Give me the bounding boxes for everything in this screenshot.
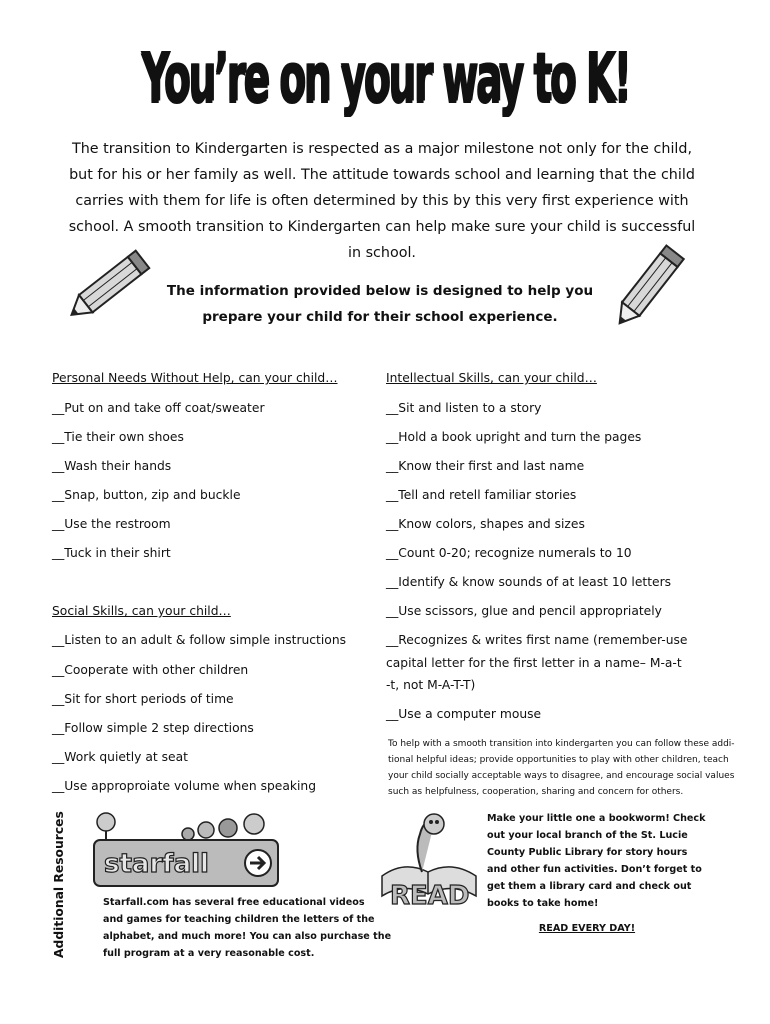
library-line: out your local branch of the St. Lucie xyxy=(487,830,688,841)
starfall-line: alphabet, and much more! You can also purchase the xyxy=(103,931,392,942)
starfall-line: full program at a very reasonable cost. xyxy=(103,948,315,959)
read-every-day-link: READ EVERY DAY! xyxy=(538,923,636,934)
starfall-logo[interactable] xyxy=(88,808,288,898)
read-bookworm-logo xyxy=(376,810,482,914)
checklist-item: __Use the restroom xyxy=(52,517,171,531)
starfall-wordmark: starfall xyxy=(104,849,209,879)
checklist-item: __Know their first and last name xyxy=(386,459,585,473)
checklist-item: __Snap, button, zip and buckle xyxy=(52,488,241,502)
library-line: County Public Library for story hours xyxy=(487,847,688,858)
checklist-item: __Tell and retell familiar stories xyxy=(386,488,577,502)
checklist-item-recognize-line1: __Recognizes & writes first name (remember-use xyxy=(386,633,688,647)
checklist-item: __Count 0-20; recognize numerals to 10 xyxy=(386,546,632,560)
pencil-icon-left xyxy=(60,236,160,336)
library-line: Make your little one a bookworm! Check xyxy=(487,813,706,824)
library-description xyxy=(487,810,737,912)
social-skills-heading: Social Skills, can your child… xyxy=(52,604,231,618)
checklist-item: __Know colors, shapes and sizes xyxy=(386,517,585,531)
checklist-item: __Work quietly at seat xyxy=(52,750,188,764)
checklist-item: __Listen to an adult & follow simple instructions xyxy=(52,633,347,647)
checklist-item: __Use a computer mouse xyxy=(386,707,542,721)
transition-line: tional helpful ideas; provide opportunities to play with other children, teach xyxy=(388,755,729,765)
transition-line: such as helpfulness, cooperation, sharing and concern for others. xyxy=(388,787,684,797)
library-line: books to take home! xyxy=(487,898,599,909)
read-wordmark: READ xyxy=(390,881,470,911)
pencil-icon-right xyxy=(600,236,700,336)
checklist-item: __Use approproiate volume when speaking xyxy=(52,779,317,793)
checklist-item: __Hold a book upright and turn the pages xyxy=(386,430,642,444)
checklist-item-recognize-line3: -t, not M-A-T-T) xyxy=(386,678,476,692)
additional-resources-label: Additional Resources xyxy=(52,811,66,958)
transition-line: To help with a smooth transition into kindergarten you can follow these addi- xyxy=(388,739,735,749)
starfall-line: Starfall.com has several free educational videos xyxy=(103,897,365,908)
transition-tips xyxy=(388,736,735,800)
intellectual-skills-heading: Intellectual Skills, can your child… xyxy=(386,371,597,385)
checklist-item: __Sit for short periods of time xyxy=(52,692,234,706)
checklist-item-recognize-line2: capital letter for the first letter in a name– M-a-t xyxy=(386,656,682,670)
personal-needs-heading: Personal Needs Without Help, can your child… xyxy=(52,371,338,385)
transition-line: your child socially acceptable ways to disagree, and encourage social values xyxy=(388,771,735,781)
page-title: You’re on your way to K! xyxy=(141,38,629,117)
library-line: get them a library card and check out xyxy=(487,881,692,892)
checklist-item: __Identify & know sounds of at least 10 letters xyxy=(386,575,672,589)
library-line: and other fun activities. Don’t forget to xyxy=(487,864,702,875)
checklist-item: __Follow simple 2 step directions xyxy=(52,721,254,735)
starfall-line: and games for teaching children the letters of the xyxy=(103,914,375,925)
starfall-description xyxy=(103,894,392,962)
checklist-item: __Use scissors, glue and pencil appropriately xyxy=(386,604,662,618)
checklist-item: __Put on and take off coat/sweater xyxy=(52,401,265,415)
intro-paragraph: The transition to Kindergarten is respected as a major milestone not only for the child, but for his or her family as well. The attitude towards school and learning that the child carries with them for life is often determined by this by this very first experience with school. A smooth transition to Kindergarten can help make sure your child is successful in school. xyxy=(68,141,696,261)
checklist-item: __Tie their own shoes xyxy=(52,430,184,444)
checklist-item: __Wash their hands xyxy=(52,459,172,473)
checklist-item: __Sit and listen to a story xyxy=(386,401,542,415)
info-callout: The information provided below is designed to help you prepare your child for their school experience. xyxy=(166,283,594,325)
checklist-item: __Cooperate with other children xyxy=(52,663,249,677)
checklist-item: __Tuck in their shirt xyxy=(52,546,171,560)
